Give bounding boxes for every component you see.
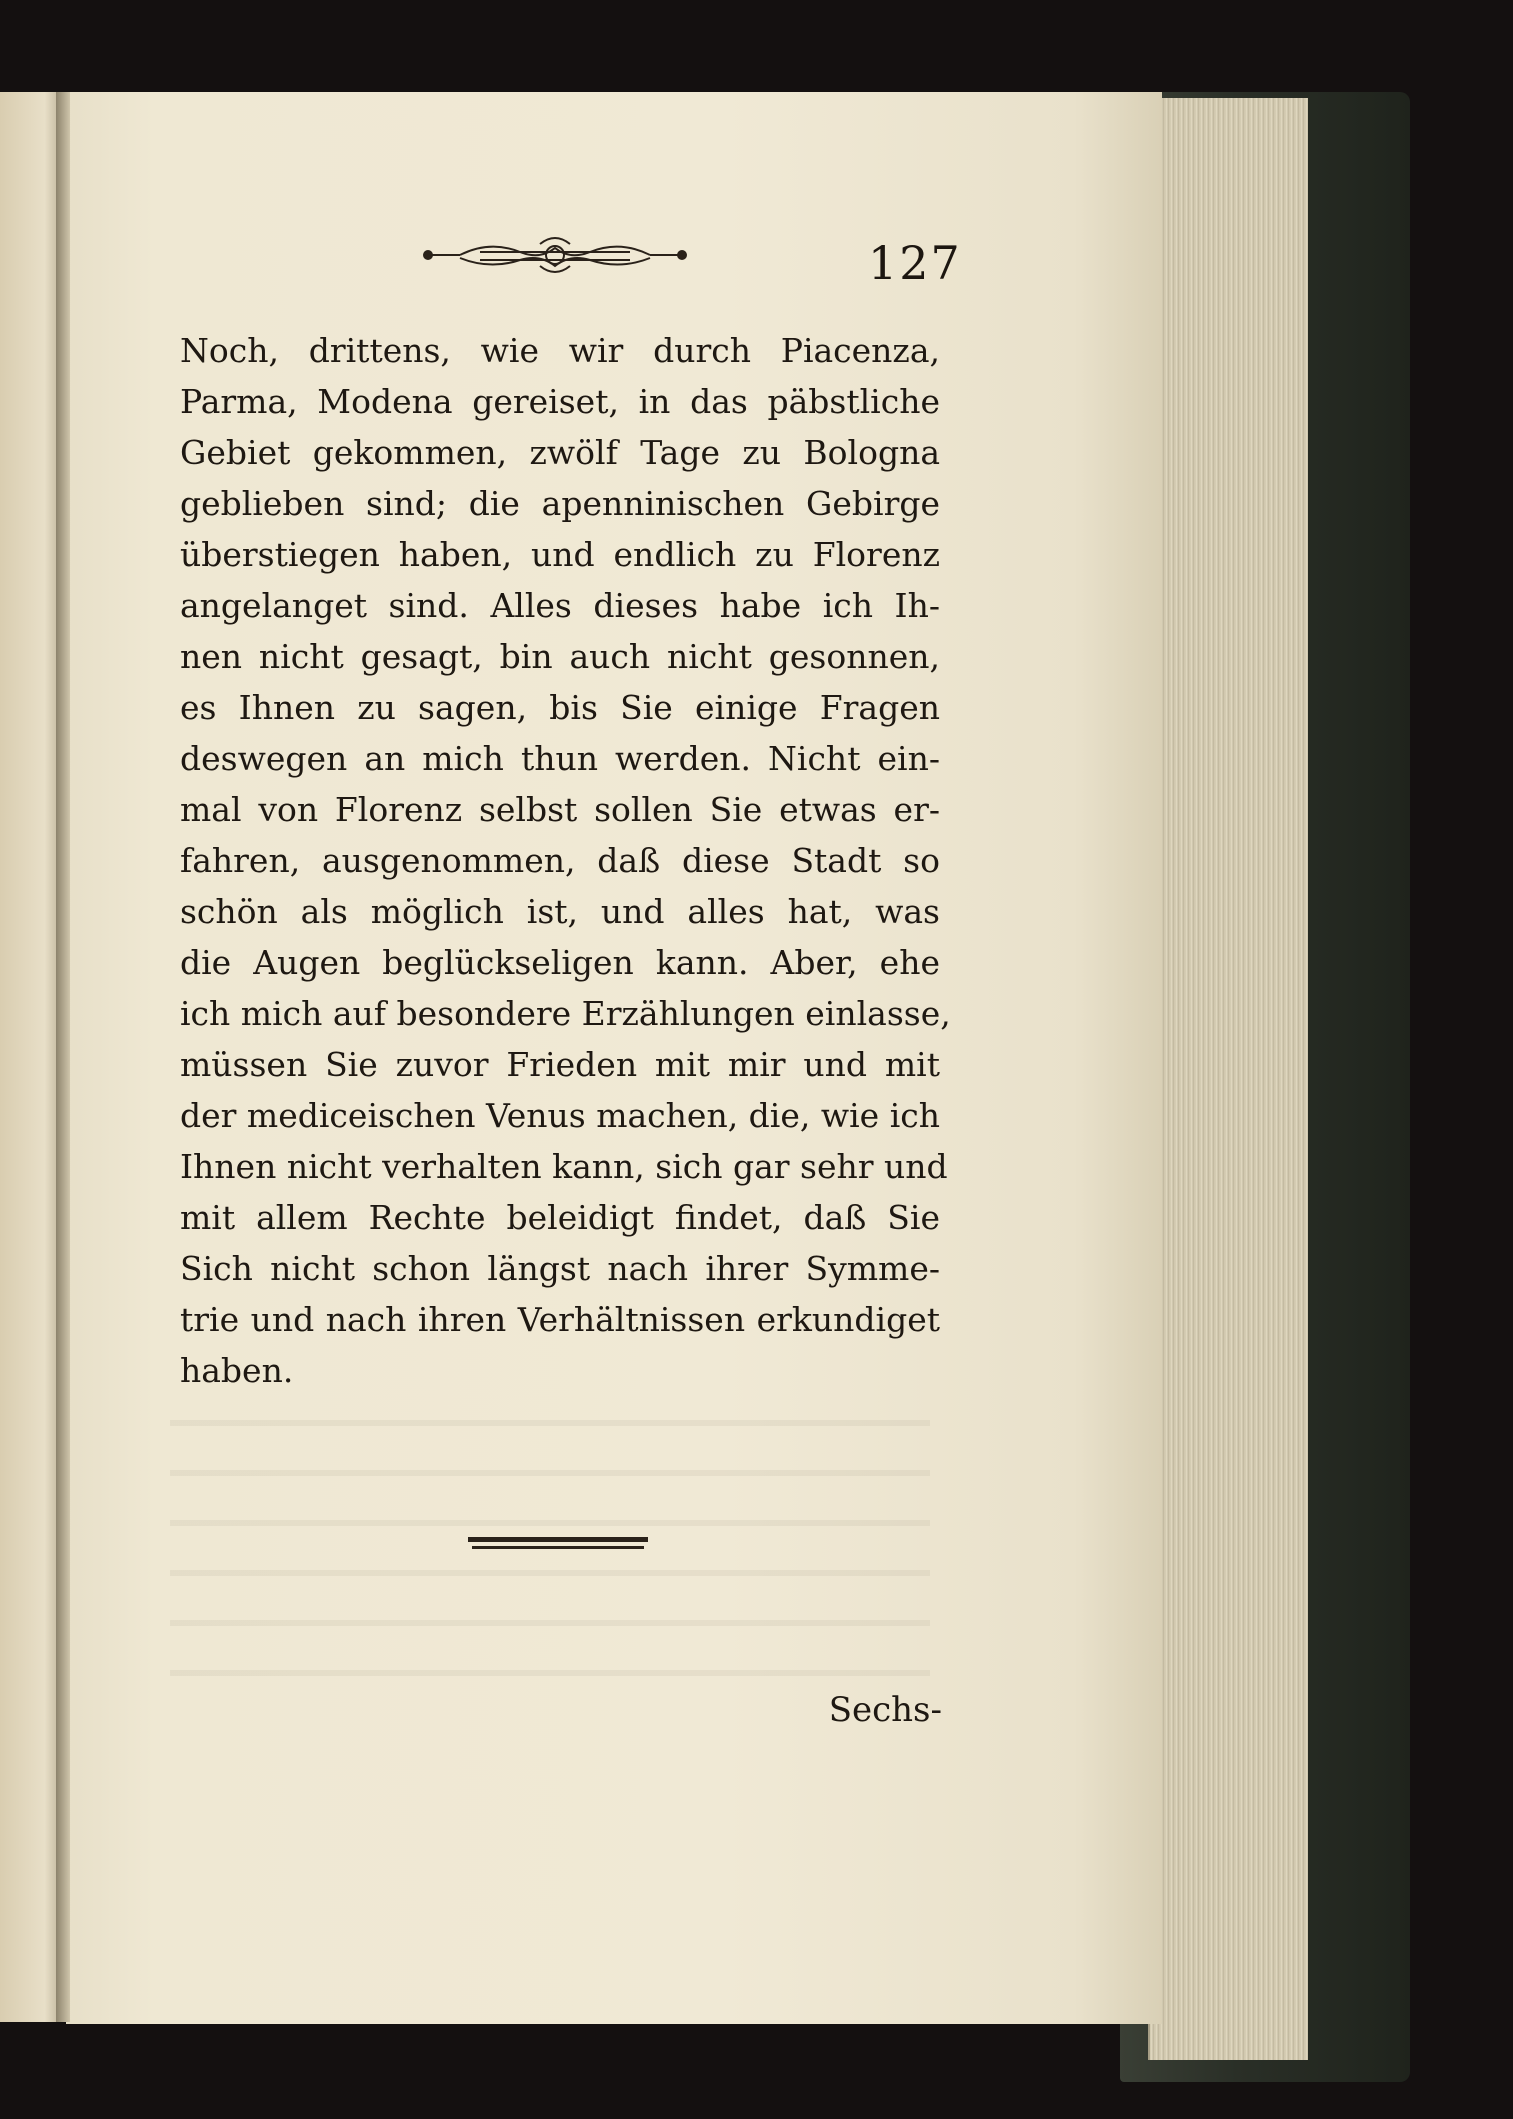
left-page-sliver — [0, 92, 64, 2022]
text-line: mal von Florenz selbst sollen Sie etwas er- — [180, 790, 940, 829]
rule-thin — [472, 1546, 644, 1549]
rule-thick — [468, 1537, 648, 1542]
text-line: es Ihnen zu sagen, bis Sie einige Fragen — [180, 688, 940, 727]
body-text — [180, 325, 951, 1396]
text-line: haben. — [180, 1351, 294, 1390]
text-line: geblieben sind; die apenninischen Gebirge — [180, 484, 940, 523]
text-line: angelanget sind. Alles dieses habe ich Ih- — [180, 586, 940, 625]
text-line: schön als möglich ist, und alles hat, was — [180, 892, 940, 931]
text-line: Sich nicht schon längst nach ihrer Symme- — [180, 1249, 940, 1288]
text-line: Noch, drittens, wie wir durch Piacenza, — [180, 331, 940, 370]
text-line: die Augen beglückseligen kann. Aber, ehe — [180, 943, 940, 982]
text-line: Ihnen nicht verhalten kann, sich gar sehr und — [180, 1147, 948, 1186]
page-edges — [1148, 98, 1308, 2060]
book-gutter — [56, 92, 70, 2022]
text-line: deswegen an mich thun werden. Nicht ein- — [180, 739, 940, 778]
text-line: fahren, ausgenommen, daß diese Stadt so — [180, 841, 940, 880]
text-line: nen nicht gesagt, bin auch nicht gesonnen, — [180, 637, 940, 676]
text-line: Gebiet gekommen, zwölf Tage zu Bologna — [180, 433, 940, 472]
catchword: Sechs- — [828, 1690, 942, 1730]
text-line: trie und nach ihren Verhältnissen erkundiget — [180, 1300, 940, 1339]
head-ornament-icon — [420, 230, 690, 280]
text-line: überstiegen haben, und endlich zu Florenz — [180, 535, 940, 574]
section-rule — [468, 1537, 648, 1551]
text-line: mit allem Rechte beleidigt findet, daß Sie — [180, 1198, 940, 1237]
text-line: ich mich auf besondere Erzählungen einlasse, — [180, 994, 951, 1033]
text-line: Parma, Modena gereiset, in das päbstliche — [180, 382, 940, 421]
page-number: 127 — [868, 236, 962, 290]
text-line: müssen Sie zuvor Frieden mit mir und mit — [180, 1045, 940, 1084]
text-line: der mediceischen Venus machen, die, wie ich — [180, 1096, 940, 1135]
